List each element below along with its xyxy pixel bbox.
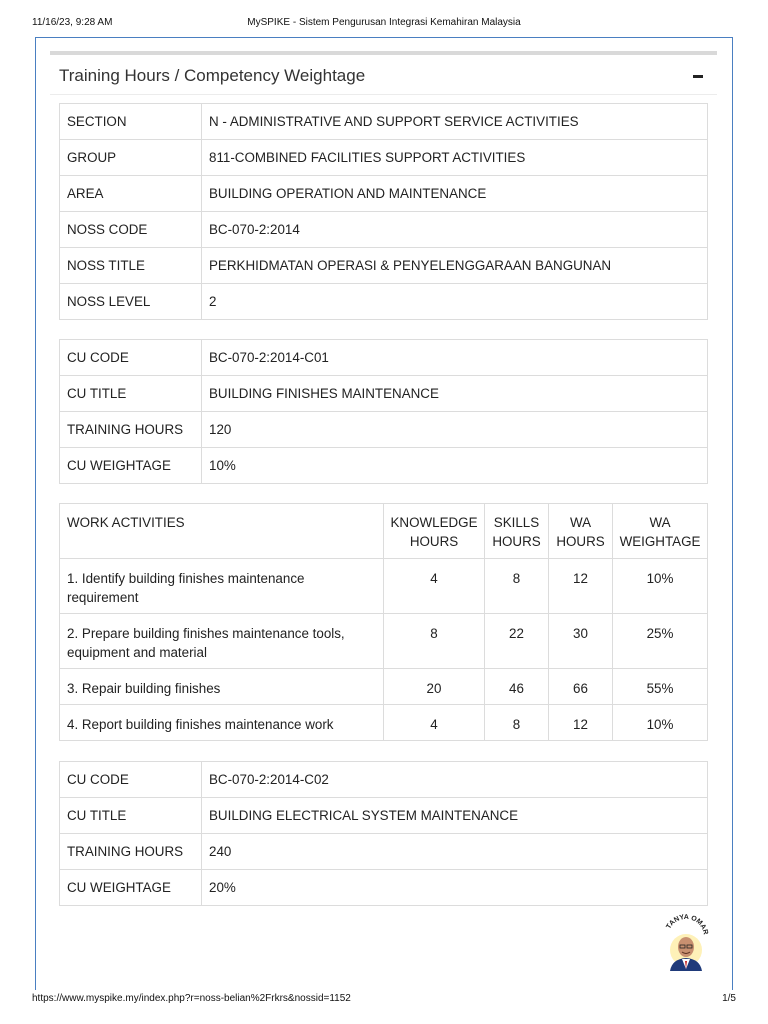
table-row (60, 284, 708, 320)
row-value: PERKHIDMATAN OPERASI & PENYELENGGARAAN BANGUNAN (202, 248, 708, 284)
wa-weightage-cell: 55% (613, 669, 708, 705)
row-label: CU CODE (60, 340, 202, 376)
col-header-wa-weightage: WA WEIGHTAGE (613, 504, 708, 559)
wa-weightage-cell: 10% (613, 705, 708, 741)
row-label: NOSS LEVEL (60, 284, 202, 320)
col-header-work-activities: WORK ACTIVITIES (60, 504, 384, 559)
knowledge-cell: 20 (384, 669, 485, 705)
table-row (60, 140, 708, 176)
skills-cell: 8 (485, 705, 549, 741)
row-value: BUILDING FINISHES MAINTENANCE (202, 376, 708, 412)
skills-cell: 46 (485, 669, 549, 705)
activity-cell: 2. Prepare building finishes maintenance tools, equipment and material (60, 614, 384, 669)
row-value: BC-070-2:2014-C01 (202, 340, 708, 376)
table-row (60, 669, 708, 705)
wa-hours-cell: 12 (549, 559, 613, 614)
table-row (60, 340, 708, 376)
row-label: AREA (60, 176, 202, 212)
row-value: 20% (202, 870, 708, 906)
skills-cell: 8 (485, 559, 549, 614)
table-row (60, 212, 708, 248)
table-row (60, 376, 708, 412)
row-value: BC-070-2:2014-C02 (202, 762, 708, 798)
table-row (60, 798, 708, 834)
table-row (60, 412, 708, 448)
cu-table-c01 (59, 339, 708, 484)
row-value: BUILDING ELECTRICAL SYSTEM MAINTENANCE (202, 798, 708, 834)
wa-hours-cell: 12 (549, 705, 613, 741)
wa-hours-cell: 30 (549, 614, 613, 669)
row-label: NOSS CODE (60, 212, 202, 248)
wa-weightage-cell: 10% (613, 559, 708, 614)
row-label: CU WEIGHTAGE (60, 870, 202, 906)
row-label: GROUP (60, 140, 202, 176)
wa-weightage-cell: 25% (613, 614, 708, 669)
print-footer (32, 993, 736, 1007)
svg-text:TANYA OMAR (665, 914, 708, 936)
table-row (60, 614, 708, 669)
mascot-avatar-icon (660, 913, 712, 973)
print-page-counter: 1/5 (722, 993, 736, 1004)
row-value: BC-070-2:2014 (202, 212, 708, 248)
panel-header (50, 55, 717, 95)
table-row (60, 870, 708, 906)
table-row (60, 834, 708, 870)
activity-cell: 1. Identify building finishes maintenance requirement (60, 559, 384, 614)
row-value: 240 (202, 834, 708, 870)
table-row (60, 559, 708, 614)
row-value: N - ADMINISTRATIVE AND SUPPORT SERVICE ACTIVITIES (202, 104, 708, 140)
table-row (60, 448, 708, 484)
tanya-omar-chat-button[interactable] (660, 913, 712, 973)
table-row (60, 705, 708, 741)
col-header-wa-hours: WA HOURS (549, 504, 613, 559)
row-label: CU TITLE (60, 376, 202, 412)
row-value: 120 (202, 412, 708, 448)
print-url: https://www.myspike.my/index.php?r=noss-belian%2Frkrs&nossid=1152 (32, 993, 351, 1004)
col-header-skills-hours: SKILLS HOURS (485, 504, 549, 559)
cu-table-c02 (59, 761, 708, 906)
skills-cell: 22 (485, 614, 549, 669)
row-label: CU WEIGHTAGE (60, 448, 202, 484)
table-row (60, 176, 708, 212)
row-label: SECTION (60, 104, 202, 140)
table-header-row (60, 504, 708, 559)
row-label: TRAINING HOURS (60, 834, 202, 870)
table-row (60, 104, 708, 140)
knowledge-cell: 8 (384, 614, 485, 669)
table-row (60, 762, 708, 798)
table-row (60, 248, 708, 284)
knowledge-cell: 4 (384, 559, 485, 614)
row-value: BUILDING OPERATION AND MAINTENANCE (202, 176, 708, 212)
row-value: 811-COMBINED FACILITIES SUPPORT ACTIVITIES (202, 140, 708, 176)
activity-cell: 4. Report building finishes maintenance work (60, 705, 384, 741)
row-label: NOSS TITLE (60, 248, 202, 284)
wa-hours-cell: 66 (549, 669, 613, 705)
knowledge-cell: 4 (384, 705, 485, 741)
activity-cell: 3. Repair building finishes (60, 669, 384, 705)
noss-info-table (59, 103, 708, 320)
print-page-title: MySPIKE - Sistem Pengurusan Integrasi Kemahiran Malaysia (247, 17, 521, 28)
row-label: CU TITLE (60, 798, 202, 834)
print-datetime: 11/16/23, 9:28 AM (32, 17, 113, 28)
row-label: TRAINING HOURS (60, 412, 202, 448)
mascot-label: TANYA OMAR (665, 913, 709, 936)
col-header-knowledge-hours: KNOWLEDGE HOURS (384, 504, 485, 559)
work-activities-table (59, 503, 708, 741)
row-value: 2 (202, 284, 708, 320)
row-value: 10% (202, 448, 708, 484)
print-header (32, 17, 736, 31)
minus-icon[interactable] (693, 75, 703, 78)
row-label: CU CODE (60, 762, 202, 798)
panel-title: Training Hours / Competency Weightage (59, 66, 366, 85)
